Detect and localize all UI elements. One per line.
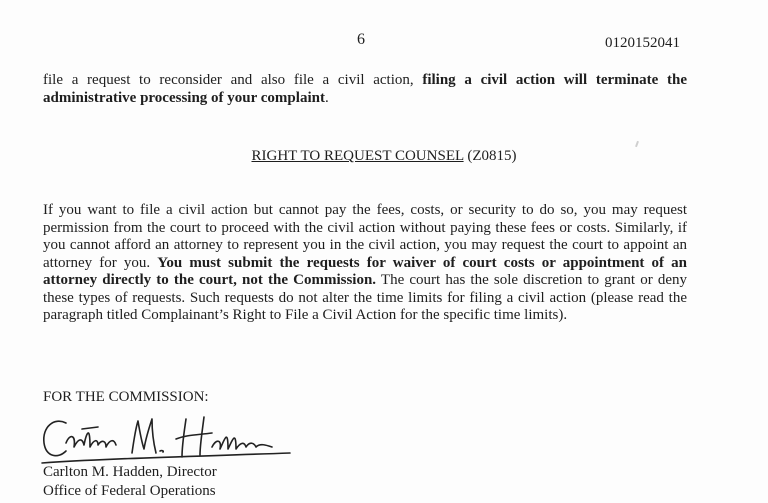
page-number: 6	[357, 31, 365, 48]
signer-name: Carlton M. Hadden, Director	[43, 464, 217, 480]
section-heading-code: (Z0815)	[463, 148, 517, 164]
top-paragraph	[43, 72, 687, 107]
top-paragraph-end: .	[324, 89, 329, 106]
handwritten-signature	[36, 413, 296, 469]
top-paragraph-bold-text: filing a civil action will terminate the administrative processing of your complaint	[43, 72, 687, 106]
section-heading-title: RIGHT TO REQUEST COUNSEL	[251, 148, 464, 164]
counsel-paragraph-bold: You must submit the requests for waiver of court costs or appointment of an attorney directly to the court, not the Commission.	[43, 254, 687, 288]
docket-number: 0120152041	[605, 35, 680, 51]
top-paragraph-text: file a request to reconsider and also file a civil action,	[43, 72, 423, 88]
counsel-paragraph-part3: The court has the sole discretion to grant or deny these types of requests. Such requests do not alter the time limits for filing a civil action (please read the paragraph titled Complainant’s Right to File a Civil Action for the specific time limits).	[43, 272, 687, 323]
section-heading	[0, 146, 768, 166]
counsel-paragraph	[43, 202, 687, 325]
signer-office: Office of Federal Operations	[43, 483, 216, 499]
counsel-paragraph-part1: If you want to file a civil action but cannot pay the fees, costs, or security to do so, you may request permission from the court to proceed with the civil action without paying these fees or costs. Similarly, if you cannot afford an attorney to represent you in the civil action, you may request the court to appoint an attorney for you.	[43, 202, 687, 271]
signature-label: FOR THE COMMISSION:	[43, 389, 209, 405]
